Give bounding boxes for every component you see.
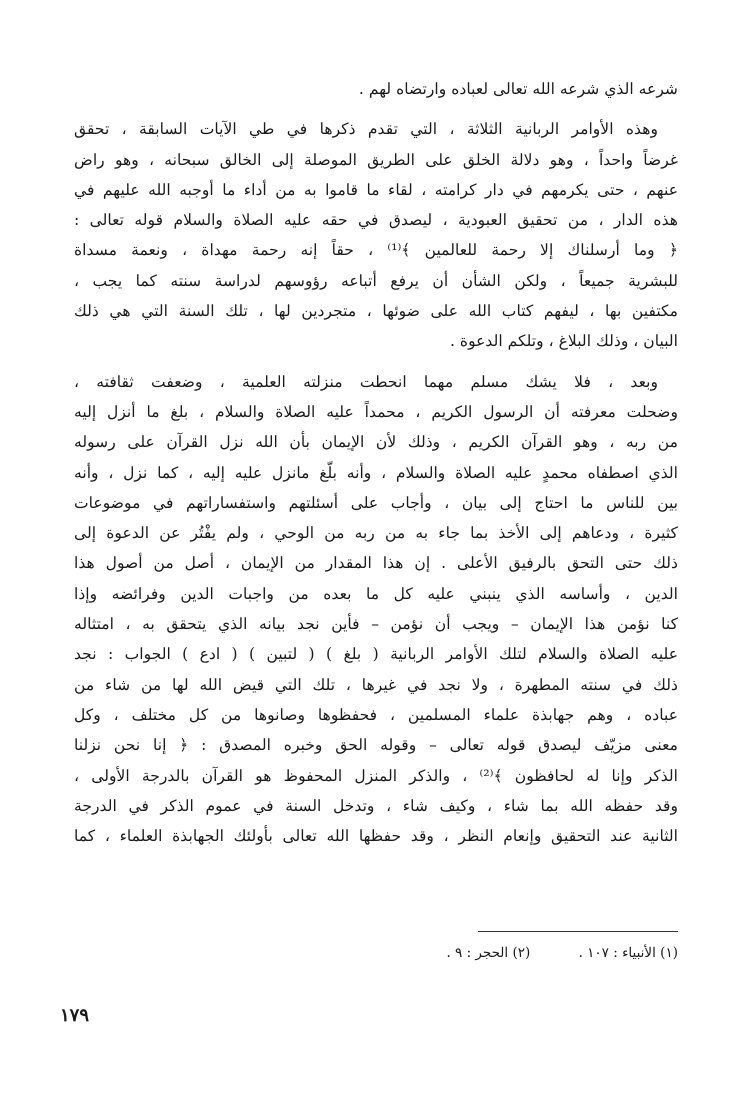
- text-line: ذلك في سنته المطهرة ، ولا نجد في غيرها ، تلك التي قيض الله لها من شاء من: [74, 675, 678, 694]
- text-line: الدين ، وأساسه الذي ينبني عليه كل ما بعده من واجبات الدين وفرائضه وإذا: [74, 584, 678, 603]
- text-line: عنهم ، حتى يكرمهم في دار كرامته ، لقاء ما قاموا به من أداء ما أوجبه الله عليهم في: [74, 180, 678, 199]
- text-line: ﴿ وما أرسلناك إلا رحمة للعالمين ﴾⁽¹⁾ ، حقاً إنه رحمة مهداة ، ونعمة مسداة: [74, 241, 678, 260]
- text-line: ذلك حتى التحق بالرفيق الأعلى . إن هذا المقدار من الإيمان ، أصل من أصول هذا: [74, 554, 678, 573]
- text-line: من ربه ، وهو القرآن الكريم ، وذلك لأن الإيمان بأن الله نزل القرآن على رسوله: [74, 433, 678, 452]
- text-line: وقد حفظه الله بما شاء ، وكيف شاء ، وتدخل السنة في عموم الذكر في الدرجة: [74, 796, 678, 815]
- text-line: كثيرة ، ودعاهم إلى الأخذ بما جاء به من ربه من الوحي ، ولم يفْتُر عن الدعوة إلى: [74, 524, 678, 543]
- text-line: للبشرية جميعاً ، ولكن الشأن أن يرفع أتباعه رؤوسهم لدراسة سنته كما يجب ،: [74, 271, 678, 290]
- text-line: وهذه الأوامر الربانية الثلاثة ، التي تقدم ذكرها في طي الآيات السابقة ، تحقق: [74, 120, 658, 139]
- text-line: عليه الصلاة والسلام لتلك الأوامر الربانية ( بلغ ) ( لتبين ) ( ادع ) الجواب : نجد: [74, 645, 678, 664]
- paragraph-gap: [74, 357, 678, 367]
- text-line: البيان ، وذلك البلاغ ، وتلكم الدعوة .: [449, 332, 678, 351]
- text-line: وبعد ، فلا يشك مسلم مهما انحطت منزلته العلمية ، وضعفت ثقافته ،: [74, 372, 658, 391]
- text-line: الذي اصطفاه محمدٍ عليه الصلاة والسلام ، وأنه بلّغ مانزل عليه إليه ، كما نزل ، وأنه: [74, 463, 678, 482]
- main-text: [74, 74, 678, 851]
- text-line: مكتفين بها ، ليفهم كتاب الله على ضوئها ، متجردين لها ، تلك السنة التي هي ذلك: [74, 302, 678, 321]
- text-line: بين للناس ما احتاج إلى بيان ، وأجاب على أسئلتهم واستفساراتهم في موضوعات: [74, 493, 678, 512]
- text-line: هذه الدار ، من تحقيق العبودية ، ليصدق في حقه عليه الصلاة والسلام قوله تعالى :: [74, 211, 678, 230]
- footnote-2: (٢) الحجر : ٩ .: [446, 945, 531, 961]
- text-line: شرعه الذي شرعه الله تعالى لعباده وارتضاه لهم .: [358, 80, 678, 98]
- text-line: الذكر وإنا له لحافظون ﴾⁽²⁾ ، والذكر المنزل المحفوظ هو القرآن بالدرجة الأولى ،: [74, 766, 678, 785]
- footnote-1: (١) الأنبياء : ١٠٧ .: [578, 945, 678, 961]
- text-line: معنى مزيّف ليصدق قوله تعالى – وقوله الحق وخبره المصدق : ﴿ إنا نحن نزلنا: [74, 736, 678, 755]
- text-line: الثانية عند التحقيق وإنعام النظر ، وقد حفظها الله تعالى بأولئك الجهابذة العلماء ، كما: [74, 827, 678, 846]
- text-line: عباده ، وهم جهابذة علماء المسلمين ، فحفظوها وصانوها من كل مختلف ، وكل: [74, 705, 678, 724]
- text-line: وضحلت معرفته أن الرسول الكريم ، محمداً عليه الصلاة والسلام ، بلغ ما أنزل إليه: [74, 402, 678, 421]
- footnotes: [300, 942, 678, 964]
- text-line: غرضاً واحداً ، وهو دلالة الخلق على الطريق الموصلة إلى الخالق سبحانه ، وهو راض: [74, 150, 678, 169]
- text-line: كنا نؤمن هذا الإيمان – ويجب أن نؤمن – فأين نجد بيانه الذي يتحقق به ، امتثاله: [74, 615, 678, 634]
- page-number: ١٧٩: [60, 1005, 90, 1026]
- paragraph-gap: [74, 104, 678, 114]
- footnote-divider: [478, 931, 678, 932]
